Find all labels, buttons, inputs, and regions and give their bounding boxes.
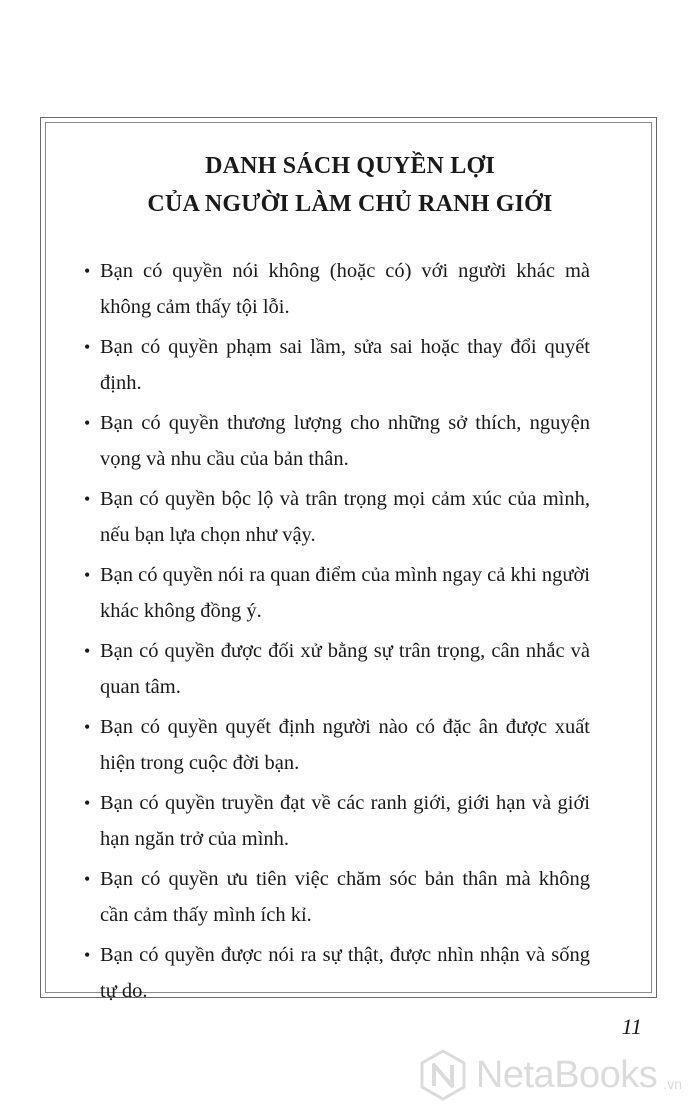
title-line-2: CỦA NGƯỜI LÀM CHỦ RANH GIỚI: [147, 191, 553, 217]
list-item-text: Bạn có quyền bộc lộ và trân trọng mọi cảm xúc của mình, nếu bạn lựa chọn như vậy.: [100, 488, 590, 546]
netabooks-logo-icon: [416, 1048, 470, 1102]
list-item-text: Bạn có quyền được nói ra sự thật, được nhìn nhận và sống tự do.: [100, 944, 590, 1002]
list-item-text: Bạn có quyền nói không (hoặc có) với người khác mà không cảm thấy tội lỗi.: [100, 260, 590, 318]
bullet-icon: •: [84, 565, 91, 585]
bullet-icon: •: [84, 261, 91, 281]
section-title: [0, 147, 700, 223]
list-item: [84, 633, 590, 705]
watermark-suffix: .vn: [663, 1076, 682, 1092]
list-item: [84, 405, 590, 477]
list-item: [84, 861, 590, 933]
bullet-icon: •: [84, 869, 91, 889]
title-line-1: DANH SÁCH QUYỀN LỢI: [205, 153, 495, 179]
bullet-icon: •: [84, 337, 91, 357]
list-item: [84, 937, 590, 1009]
list-item: [84, 709, 590, 781]
list-item-text: Bạn có quyền quyết định người nào có đặc ân được xuất hiện trong cuộc đời bạn.: [100, 716, 590, 774]
list-item: [84, 481, 590, 553]
list-item-text: Bạn có quyền truyền đạt về các ranh giới, giới hạn và giới hạn ngăn trở của mình.: [100, 792, 590, 850]
bullet-icon: •: [84, 945, 91, 965]
page-number: 11: [621, 1014, 642, 1039]
watermark-text: NetaBooks: [475, 1053, 658, 1096]
list-item-text: Bạn có quyền ưu tiên việc chăm sóc bản thân mà không cần cảm thấy mình ích kỉ.: [100, 868, 590, 926]
bullet-icon: •: [84, 793, 91, 813]
list-item: [84, 329, 590, 401]
rights-list: [84, 253, 590, 1013]
bullet-icon: •: [84, 717, 91, 737]
list-item-text: Bạn có quyền nói ra quan điểm của mình ngay cả khi người khác không đồng ý.: [100, 564, 590, 622]
bullet-icon: •: [84, 413, 91, 433]
list-item: [84, 253, 590, 325]
list-item-text: Bạn có quyền phạm sai lầm, sửa sai hoặc thay đổi quyết định.: [100, 336, 590, 394]
bullet-icon: •: [84, 641, 91, 661]
watermark: [416, 1048, 682, 1102]
list-item: [84, 785, 590, 857]
list-item-text: Bạn có quyền thương lượng cho những sở thích, nguyện vọng và nhu cầu của bản thân.: [100, 412, 590, 470]
bullet-icon: •: [84, 489, 91, 509]
list-item: [84, 557, 590, 629]
list-item-text: Bạn có quyền được đối xử bằng sự trân trọng, cân nhắc và quan tâm.: [100, 640, 590, 698]
